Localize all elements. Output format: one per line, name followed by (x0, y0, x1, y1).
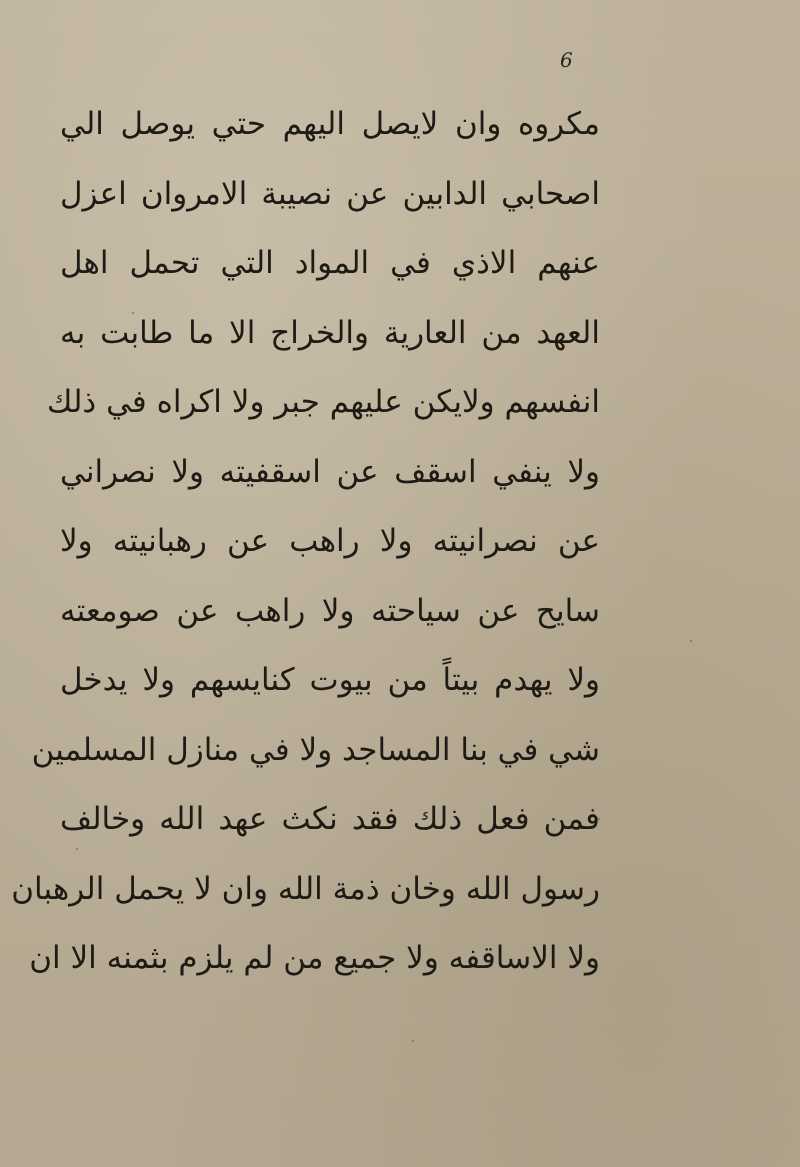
text-line-8: سايح عن سياحته ولا راهب عن صومعته (60, 592, 600, 629)
text-line-11: فمن فعل ذلك فقد نكث عهد الله وخالف (60, 801, 600, 837)
text-line-1: مكروه وان لايصل اليهم حتي يوصل الي (60, 106, 600, 142)
manuscript-text-block (11, 90, 600, 994)
text-line-6: ولا ينفي اسقف عن اسقفيته ولا نصراني (60, 453, 600, 490)
page-number: 6 (560, 48, 573, 72)
paper-speck (76, 848, 78, 850)
text-line-4: العهد من العارية والخراج الا ما طابت به (60, 314, 600, 351)
text-line-10: شي في بنا المساجد ولا في منازل المسلمين (31, 731, 600, 768)
text-line-3: عنهم الاذي في المواد التي تحمل اهل (60, 245, 600, 281)
text-line-5: انفسهم ولايكن عليهم جبر ولا اكراه في ذلك (46, 384, 600, 420)
paper-speck (690, 640, 692, 642)
paper-speck (412, 1040, 414, 1042)
text-line-9: ولا يهدم بيتاً من بيوت كنايسهم ولا يدخل (60, 662, 600, 698)
text-line-13: ولا الاساقفه ولا جميع من لم يلزم بثمنه الا ان (29, 940, 600, 976)
paper-speck (598, 818, 600, 820)
text-line-2: اصحابي الدابين عن نصيبة الامروان اعزل (60, 175, 600, 212)
paper-speck (132, 312, 134, 314)
text-line-7: عن نصرانيته ولا راهب عن رهبانيته ولا (60, 523, 600, 559)
text-line-12: رسول الله وخان ذمة الله وان لا يحمل الرهبان (11, 870, 600, 907)
